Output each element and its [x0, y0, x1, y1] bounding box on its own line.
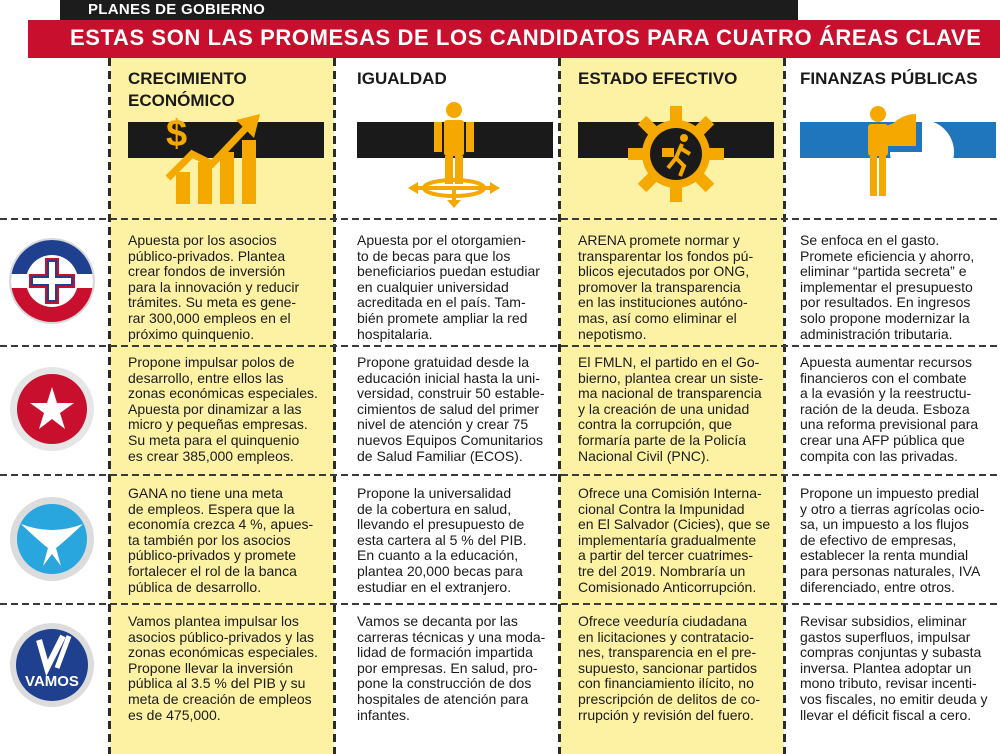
cell-gana-crecimiento: GANA no tiene una meta de empleos. Espera que la economía crezca 4 %, apues- ta también por los asocios público-privados y promete fortalecer el rol de la banca pública de desarrollo.: [128, 485, 314, 595]
vamos-logo-text: VAMOS: [25, 673, 79, 690]
cell-vamos-finanzas: Revisar subsidios, eliminar gastos superfluos, impulsar compras conjuntas y subasta inversa. Plantea adoptar un mono tributo, revisar incenti- vos fiscales, no emitir deuda y llevar el déficit fiscal a cero.: [800, 613, 988, 723]
cell-vamos-crecimiento: Vamos plantea impulsar los asocios público-privados y las zonas económicas especiales. Propone llevar la inversión pública al 3.5 % del PIB y su meta de creación de empleos es de 475,000.: [128, 613, 318, 723]
cell-vamos-estado: Ofrece veeduría ciudadana en licitaciones y contratacio- nes, transparencia en el pre- supuesto, sancionar partidos con financiamiento ilícito, no prescripción de delitos de co- rrupción y revisión del fuero.: [578, 613, 761, 723]
growth-chart-icon: [160, 104, 270, 206]
cell-arena-estado: ARENA promete normar y transparentar los fondos pú- blicos ejecutados por ONG, promover la transparencia en las instituciones autóno- mas, así como eliminar el nepotismo.: [578, 232, 754, 342]
gear-runner-icon: [626, 104, 726, 204]
column-title-finanzas: FINANZAS PÚBLICAS: [800, 69, 978, 88]
column-title-igualdad: IGUALDAD: [357, 69, 447, 88]
cell-vamos-igualdad: Vamos se decanta por las carreras técnicas y una moda- lidad de formación impartida por empresas. En salud, pro- pone la construcción de dos hospitales de atención para infantes.: [357, 613, 546, 723]
person-arrows-icon: [404, 100, 504, 208]
cell-fmln-igualdad: Propone gratuidad desde la educación inicial hasta la uni- versidad, construir 50 estable- cimientos de salud del primer nivel de atención y crear 75 nuevos Equipos Comunitarios de Salud Familiar (ECOS).: [357, 354, 545, 464]
cell-arena-crecimiento: Apuesta por los asocios público-privados. Plantea crear fondos de inversión para la innovación y reducir trámites. Su meta es gene- rar 300,000 empleos en el próximo quinquenio.: [128, 232, 300, 342]
cell-gana-estado: Ofrece una Comisión Interna- cional Contra la Impunidad en El Salvador (Cicies), que se implementaría gradualmente a partir del tercer cuatrimes- tre del 2019. Nombraría un Comisionado Anticorrupción.: [578, 485, 771, 595]
row-separator: [0, 603, 1000, 605]
column-title-estado: ESTADO EFECTIVO: [578, 69, 738, 88]
vamos-logo: [9, 622, 95, 708]
cell-fmln-crecimiento: Propone impulsar polos de desarrollo, entre ellos las zonas económicas especiales. Apuesta por dinamizar a las micro y pequeñas empresas. Su meta para el quinquenio es crear 385,000 empleos.: [128, 354, 318, 464]
cell-gana-finanzas: Propone un impuesto predial y otro a tierras agrícolas ocio- sa, un impuesto a los flujos de efectivo de empresas, establecer la renta mundial para personas naturales, IVA diferenciado, entre otros.: [800, 485, 985, 595]
row-separator: [0, 474, 1000, 476]
cell-fmln-finanzas: Apuesta aumentar recursos financieros con el combate a la evasión y la reestructu- ración de la deuda. Esboza una reforma previsional para crear una AFP pública que compita con las privadas.: [800, 354, 979, 464]
pie-chart-icon: [860, 100, 960, 204]
row-separator: [0, 345, 1000, 347]
gana-logo: [9, 496, 95, 582]
cell-arena-finanzas: Se enfoca en el gasto. Promete eficiencia y ahorro, eliminar “partida secreta” e implementar el presupuesto por resultados. En ingresos solo propone modernizar la administración tributaria.: [800, 232, 975, 342]
cell-gana-igualdad: Propone la universalidad de la cobertura en salud, llevando el presupuesto de esta cartera al 5 % del PIB. En cuanto a la educación, plantea 20,000 becas para estudiar en el extranjero.: [357, 485, 527, 595]
cell-fmln-estado: El FMLN, el partido en el Go- bierno, plantea crear un siste- ma nacional de transparencia y la creación de una unidad contra la corrupción, que formaría parte de la Policía Nacional Civil (PNC).: [578, 354, 764, 464]
page-title: ESTAS SON LAS PROMESAS DE LOS CANDIDATOS PARA CUATRO ÁREAS CLAVE: [70, 25, 982, 50]
kicker-text: PLANES DE GOBIERNO: [88, 1, 266, 18]
fmln-logo: [9, 366, 95, 452]
column-separator: [108, 58, 111, 754]
cell-arena-igualdad: Apuesta por el otorgamien- to de becas para que los beneficiarios puedan estudiar en cualquier universidad acreditada en el país. Tam- bién promete ampliar la red hospitalaria.: [357, 232, 540, 342]
row-separator: [0, 218, 1000, 220]
column-title-crecimiento: CRECIMIENTO ECONÓMICO: [128, 69, 247, 110]
svg-text:$: $: [166, 113, 188, 155]
arena-logo: [9, 238, 95, 324]
